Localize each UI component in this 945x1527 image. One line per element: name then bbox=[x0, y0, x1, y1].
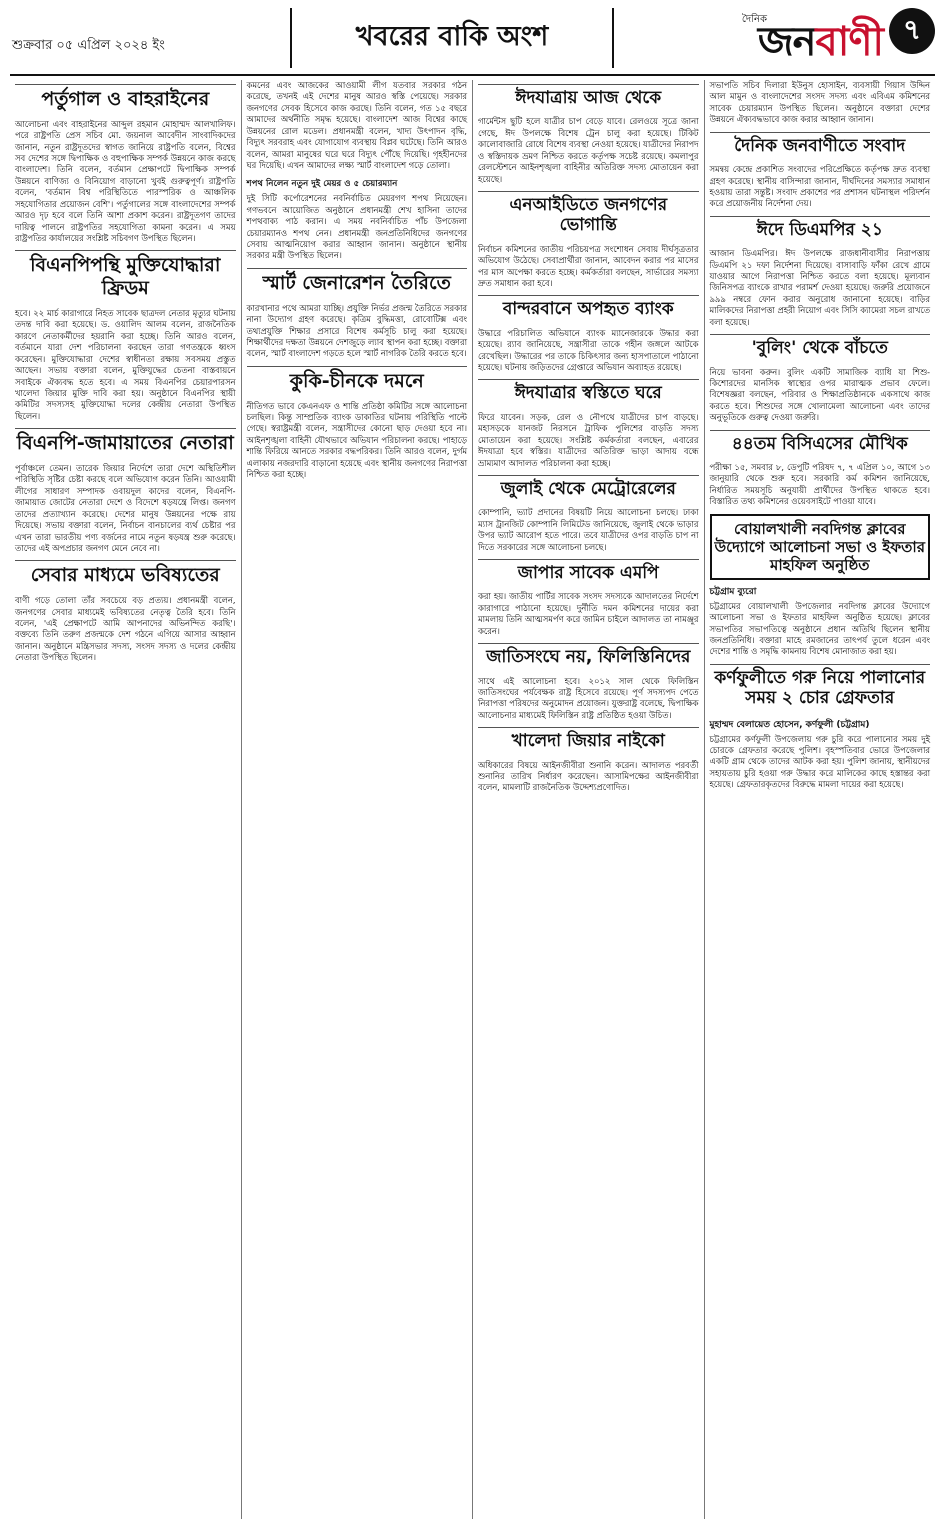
logo-part-two: বাণী bbox=[815, 19, 883, 65]
story-body: আজান ডিএমপির। ঈদ উপলক্ষে রাজধানীবাসীর নিরাপত্তায় ডিএমপি ২১ দফা নির্দেশনা দিয়েছে। বাসাবাড়ি ফাঁকা রেখে গ্রামে যাওয়ার আগে নিরাপত্তা নিশ্চিত করতে বলা হয়েছে। মূল্যবান জিনিসপত্র ব্যাংকে রাখার পরামর্শ দেওয়া হয়েছে। জরুরি প্রয়োজনে ৯৯৯ নম্বরে ফোন করার অনুরোধ জানানো হয়েছে। বাড়ির মালিকদের নিরাপত্তা প্রহরী নিয়োগ এবং সিসি ক্যামেরা সচল রাখতে বলা হয়েছে। bbox=[709, 248, 930, 327]
story-headline: ঈদযাত্রায় আজ থেকে bbox=[478, 84, 699, 112]
story bbox=[478, 295, 699, 373]
story bbox=[478, 84, 699, 185]
story-body: আলোচনা এবং বাহরাইনের আব্দুল রহমান মোহাম্মদ আলখালিফ। পরে রাষ্ট্রপতি প্রেস সচিব মো. জয়নাল আবেদীন সাংবাদিকদের জানান, নতুন রাষ্ট্রদূতদের স্বাগত জানিয়ে রাষ্ট্রপতি বলেন, বিশ্বের সব দেশের সঙ্গে দ্বিপাক্ষিক ও বহুপাক্ষিক সম্পর্ক উন্নয়নে কাজ করছে বাংলাদেশ। তিনি বলেন, বর্তমান প্রেক্ষাপটে দ্বিপাক্ষিক সম্পর্ক উন্নয়নে বাণিজ্য ও বিনিয়োগ বাড়ানো খুবই গুরুত্বপূর্ণ। রাষ্ট্রপতি বলেন, 'বর্তমান বিশ্ব পরিস্থিতিতে পারস্পরিক ও আঞ্চলিক সহযোগিতার প্রয়োজন বেশি'। পর্তুগালের সঙ্গে বাংলাদেশের সম্পর্ক আরও দৃঢ় হবে বলে তিনি আশা প্রকাশ করেন। রাষ্ট্রদূতগণ তাদের দায়িত্ব পালনে রাষ্ট্রপতির সহযোগিতা কামনা করেন। এ সময় রাষ্ট্রপতির কার্যালয়ের সংশ্লিষ্ট সচিবগণ উপস্থিত ছিলেন। bbox=[15, 118, 236, 244]
story bbox=[710, 80, 931, 126]
story bbox=[247, 366, 468, 481]
edition-date: শুক্রবার ০৫ এপ্রিল ২০২৪ ইং bbox=[12, 38, 165, 53]
story-headline: বোয়ালখালী নবদিগন্ত ক্লাবের উদ্যোগে আলোচনা সভা ও ইফতার মাহফিল অনুষ্ঠিত bbox=[710, 514, 931, 580]
story bbox=[15, 84, 236, 244]
story bbox=[710, 132, 931, 210]
story-body: সাথে এই আলোচনা হবে। ২০১২ সাল থেকে ফিলিস্তিন জাতিসংঘের পর্যবেক্ষক রাষ্ট্র হিসেবে রয়েছে। পূর্ণ সদস্যপদ পেতে নিরাপত্তা পরিষদের অনুমোদন প্রয়োজন। যুক্তরাষ্ট্র বলেছে, দ্বিপাক্ষিক আলোচনার মাধ্যমেই ফিলিস্তিন রাষ্ট্র প্রতিষ্ঠিত হওয়া উচিত। bbox=[478, 675, 699, 720]
story-headline: জাতিসংঘে নয়, ফিলিস্তিনিদের bbox=[478, 643, 699, 671]
story-headline: ঈদযাত্রার স্বস্তিতে ঘরে bbox=[478, 379, 699, 407]
story-body: নিয়ে ভাবনা করুন। বুলিং একটি সামাজিক ব্যাধি যা শিশু-কিশোরদের মানসিক স্বাস্থ্যের ওপর মারাত্মক প্রভাব ফেলে। বিশেষজ্ঞরা বলছেন, পরিবার ও শিক্ষাপ্রতিষ্ঠানকে একসাথে কাজ করতে হবে। শিশুদের সঙ্গে খোলামেলা আলোচনা এবং তাদের অনুভূতিকে গুরুত্ব দেওয়া জরুরি। bbox=[709, 366, 930, 423]
story-headline: এনআইডিতে জনগণের ভোগান্তি bbox=[478, 191, 699, 240]
story-headline: পর্তুগাল ও বাহরাইনের bbox=[15, 84, 236, 115]
story-headline: খালেদা জিয়ার নাইকো bbox=[478, 727, 699, 755]
story-body: দুই সিটি কর্পোরেশনের নবনির্বাচিত মেয়রগণ শপথ নিয়েছেন। গণভবনে আয়োজিত অনুষ্ঠানে প্রধানমন্ত্রী শেখ হাসিনা তাদের শপথবাক্য পাঠ করান। এ সময় নবনির্বাচিত পাঁচ উপজেলা চেয়ারম্যানও শপথ নেন। প্রধানমন্ত্রী জনপ্রতিনিধিদের জনগণের সেবায় আত্মনিয়োগ করার আহ্বান জানান। অনুষ্ঠানে স্থানীয় সরকার মন্ত্রী উপস্থিত ছিলেন। bbox=[246, 193, 467, 261]
story bbox=[710, 514, 931, 658]
story-byline: চট্টগ্রাম ব্যুরো bbox=[709, 586, 757, 597]
story-body: অধিকারের বিষয়ে আইনজীবীরা শুনানি করেন। আদালত পরবর্তী শুনানির তারিখ নির্ধারণ করেছেন। আসামিপক্ষের আইনজীবীরা বলেন, মামলাটি রাজনৈতিক উদ্দেশ্যপ্রণোদিত। bbox=[478, 759, 699, 793]
columns bbox=[10, 80, 935, 1519]
story bbox=[15, 428, 236, 554]
masthead bbox=[10, 0, 935, 76]
story bbox=[478, 643, 699, 721]
story-body: গার্মেন্টস ছুটি হলে যাত্রীর চাপ বেড়ে যাবে। রেলওয়ে সূত্রে জানা গেছে, ঈদ উপলক্ষে বিশেষ ট্রেন চালু করা হয়েছে। টিকিট কালোবাজারি রোধে বিশেষ ব্যবস্থা নেওয়া হয়েছে। যাত্রীদের নিরাপদ ও স্বস্তিদায়ক ভ্রমণ নিশ্চিত করতে কর্তৃপক্ষ সচেষ্ট রয়েছে। কমলাপুর রেলস্টেশনে আইনশৃঙ্খলা বাহিনীর অতিরিক্ত সদস্য মোতায়েন করা হয়েছে। bbox=[478, 116, 699, 184]
story-headline: বিএনপিপন্থি মুক্তিযোদ্ধারা ফ্রিডম bbox=[15, 250, 236, 304]
story bbox=[247, 268, 468, 360]
story-headline: ঈদে ডিএমপির ২১ bbox=[710, 216, 931, 244]
story-body: নির্বাচন কমিশনের জাতীয় পরিচয়পত্র সংশোধন সেবায় দীর্ঘসূত্রতার অভিযোগ উঠেছে। সেবাপ্রার্থীরা জানান, আবেদন করার পর মাসের পর মাস অপেক্ষা করতে হচ্ছে। কর্মকর্তারা বলছেন, সার্ভারের সমস্যা দ্রুত সমাধান করা হবে। bbox=[478, 243, 699, 288]
story-body: চট্টগ্রামের বোয়ালখালী উপজেলার নবদিগন্ত ক্লাবের উদ্যোগে আলোচনা সভা ও ইফতার মাহফিল অনুষ্ঠিত হয়েছে। ক্লাবের সভাপতির সভাপতিত্বে অনুষ্ঠানে প্রধান অতিথি ছিলেন স্থানীয় জনপ্রতিনিধি। বক্তারা মাহে রমজানের তাৎপর্য তুলে ধরেন এবং দেশের শান্তি ও সমৃদ্ধি কামনায় বিশেষ মোনাজাত করা হয়। bbox=[709, 600, 930, 657]
column-3 bbox=[473, 80, 705, 1519]
story-body: চট্টগ্রামের কর্ণফুলী উপজেলায় গরু চুরি করে পালানোর সময় দুই চোরকে গ্রেফতার করেছে পুলিশ। বৃহস্পতিবার ভোরে উপজেলার একটি গ্রাম থেকে তাদের আটক করা হয়। পুলিশ জানায়, স্থানীয়দের সহায়তায় চুরি হওয়া গরু উদ্ধার করে মালিকের কাছে হস্তান্তর করা হয়েছে। গ্রেফতারকৃতদের বিরুদ্ধে মামলা দায়ের করা হয়েছে। bbox=[709, 733, 930, 790]
story bbox=[478, 191, 699, 289]
story bbox=[710, 334, 931, 424]
story-body: পূর্বাঞ্চলে তেমন। তারেক জিয়ার নির্দেশে তারা দেশে অস্থিতিশীল পরিস্থিতি সৃষ্টির চেষ্টা করছে বলে অভিযোগ করেন তিনি। আওয়ামী লীগের সাধারণ সম্পাদক ওবায়দুল কাদের বলেন, বিএনপি-জামায়াত জোটের নেতারা দেশে ও বিদেশে ষড়যন্ত্রে লিপ্ত। জনগণ তাদের প্রত্যাখ্যান করেছে। দেশের মানুষ উন্নয়নের পক্ষে রায় দিয়েছে। সভায় বক্তারা বলেন, নির্বাচন বানচালের ব্যর্থ চেষ্টার পর এখন তারা ভারতীয় পণ্য বর্জনের নামে নতুন ষড়যন্ত্র শুরু করেছে। তাদের এই অপপ্রচার জনগণ মেনে নেবে না। bbox=[15, 463, 236, 553]
story-body: বাণী গড়ে তোলা তাঁর সবচেয়ে বড় প্রত্যয়। প্রধানমন্ত্রী বলেন, জনগণের সেবার মাধ্যমেই ভবিষ্যতের নেতৃত্ব তৈরি হবে। তিনি বলেন, 'এই প্রেক্ষাপটে আমি আপনাদের অভিনন্দিত করছি'। বক্তব্যে তিনি তরুণ প্রজন্মকে দেশ গঠনে এগিয়ে আসার আহ্বান জানান। অনুষ্ঠানে মন্ত্রিসভার সদস্য, সংসদ সদস্য ও দলের কেন্দ্রীয় নেতারা উপস্থিত ছিলেন। bbox=[15, 595, 236, 663]
story bbox=[478, 727, 699, 794]
column-4 bbox=[705, 80, 936, 1519]
story-body: পরীক্ষা ১৫, সমবার ৮, ডেপুটি পরিষদ ৭, ৭ এপ্রিল ১০, আগে ১৩ জানুয়ারি থেকে শুরু হবে। সরকারি কর্ম কমিশন জানিয়েছে, নির্ধারিত সময়সূচি অনুযায়ী প্রার্থীদের উপস্থিত থাকতে হবে। বিস্তারিত তথ্য কমিশনের ওয়েবসাইটে পাওয়া যাবে। bbox=[709, 462, 930, 507]
story bbox=[478, 379, 699, 469]
story-body: কমনের এবং আজকের আওয়ামী লীগ যতবার সরকার গঠন করেছে, তখনই এই দেশের মানুষ আরও স্বস্তি পেয়েছে। সরকার জনগণের সেবক হিসেবে কাজ করছে। তিনি বলেন, গত ১৫ বছরে আমাদের অর্থনীতি সমৃদ্ধ হয়েছে। বাংলাদেশ আজ বিশ্বের কাছে উন্নয়নের রোল মডেল। প্রধানমন্ত্রী বলেন, খাদ্য উৎপাদন বৃদ্ধি, বিদ্যুৎ সরবরাহ এবং যোগাযোগ ব্যবস্থায় বিপ্লব ঘটেছে। তিনি আরও বলেন, আমরা মানুষের ঘরে ঘরে বিদ্যুৎ পৌঁছে দিয়েছি। গৃহহীনদের ঘর দিয়েছি। এখন আমাদের লক্ষ্য স্মার্ট বাংলাদেশ গড়ে তোলা। bbox=[246, 80, 467, 170]
story bbox=[15, 250, 236, 422]
story bbox=[15, 560, 236, 663]
story-subheadline: শপথ নিলেন নতুন দুই মেয়র ও ৫ চেয়ারম্যান bbox=[246, 179, 398, 190]
logo-prefix: দৈনিক bbox=[741, 14, 767, 25]
story-headline: বান্দরবানে অপহৃত ব্যাংক bbox=[478, 295, 699, 323]
story-headline: স্মার্ট জেনারেশন তৈরিতে bbox=[247, 268, 468, 299]
story-body: করা হয়। জাতীয় পার্টির সাবেক সংসদ সদস্যকে আদালতের নির্দেশে কারাগারে পাঠানো হয়েছে। দুর্নীতি দমন কমিশনের দায়ের করা মামলায় তিনি আত্মসমর্পণ করে জামিন চাইলে আদালত তা নামঞ্জুর করেন। bbox=[478, 591, 699, 636]
story bbox=[247, 80, 468, 171]
logo-wordmark bbox=[758, 10, 883, 77]
page-number-badge: ৭ bbox=[889, 8, 935, 54]
story-headline: ৪৪তম বিসিএসের মৌখিক bbox=[710, 430, 931, 458]
story-body: ফিরে যাবেন। সড়ক, রেল ও নৌপথে যাত্রীদের চাপ বাড়ছে। মহাসড়কে যানজট নিরসনে ট্রাফিক পুলিশের বাড়তি সদস্য মোতায়েন করা হয়েছে। সংশ্লিষ্ট কর্মকর্তারা বলছেন, এবারের ঈদযাত্রা হবে স্বস্তির। যাত্রীদের অতিরিক্ত ভাড়া আদায় বন্ধে ভ্রাম্যমাণ আদালত পরিচালনা করা হচ্ছে। bbox=[478, 411, 699, 468]
story-headline: কুকি-চীনকে দমনে bbox=[247, 366, 468, 397]
story-body: সভাপতি সচিব দিলারা ইউনুস হোসাইন, ব্যবসায়ী গিয়াস উদ্দিন আল মামুন ও বাংলাদেশের সংসদ সদস্য এবং এবিএম কমিশনের সাবেক চেয়ারম্যান উপস্থিত ছিলেন। অনুষ্ঠানে বক্তারা দেশের উন্নয়নে ঐক্যবদ্ধভাবে কাজ করার আহ্বান জানান। bbox=[709, 80, 930, 125]
story-headline: 'বুলিং' থেকে বাঁচতে bbox=[710, 334, 931, 362]
story-body: কারখানার পথে আমরা যাচ্ছি। প্রযুক্তি নির্ভর প্রজন্ম তৈরিতে সরকার নানা উদ্যোগ গ্রহণ করেছে। কৃত্রিম বুদ্ধিমত্তা, রোবোটিক্স এবং তথ্যপ্রযুক্তি শিক্ষার প্রসারে বিশেষ কর্মসূচি চালু করা হয়েছে। শিক্ষার্থীদের দক্ষতা উন্নয়নে দেশজুড়ে ল্যাব স্থাপন করা হচ্ছে। বক্তারা বলেন, স্মার্ট বাংলাদেশ গড়তে হলে স্মার্ট নাগরিক তৈরি করতে হবে। bbox=[246, 302, 467, 359]
column-2 bbox=[242, 80, 474, 1519]
story bbox=[710, 430, 931, 508]
story-body: হবে। ২২ মার্চ কারাগারে নিহত সাবেক ছাত্রদল নেতার মৃত্যুর ঘটনায় তদন্ত দাবি করা হয়েছে। ড. ওয়ালিদ আলম বলেন, রাজনৈতিক কারণে নেতাকর্মীদের হয়রানি করা হচ্ছে। তিনি আরও বলেন, বর্তমানে যারা দেশ পরিচালনা করছেন তারা গণতন্ত্রকে ধ্বংস করেছেন। মুক্তিযোদ্ধারা দেশের স্বাধীনতা রক্ষায় সবসময় প্রস্তুত আছেন। সভায় বক্তারা বলেন, মুক্তিযুদ্ধের চেতনা বাস্তবায়নে সবাইকে ঐক্যবদ্ধ হতে হবে। এ সময় বিএনপির চেয়ারপারসন খালেদা জিয়ার মুক্তি দাবি করা হয়। অনুষ্ঠানে বিএনপির স্থায়ী কমিটির সদস্যসহ মুক্তিযোদ্ধা দলের কেন্দ্রীয় নেতারা উপস্থিত ছিলেন। bbox=[15, 308, 236, 421]
story-headline: বিএনপি-জামায়াতের নেতারা bbox=[15, 428, 236, 459]
story-body: নীতিগত ভাবে কেএনএফ ও শান্তি প্রতিষ্ঠা কমিটির সঙ্গে আলোচনা চলছিল। কিন্তু সাম্প্রতিক ব্যাংক ডাকাতির ঘটনায় পরিস্থিতি পাল্টে গেছে। স্বরাষ্ট্রমন্ত্রী বলেন, সন্ত্রাসীদের কোনো ছাড় দেওয়া হবে না। আইনশৃঙ্খলা বাহিনী যৌথভাবে অভিযান পরিচালনা করছে। পাহাড়ে শান্তি ফিরিয়ে আনতে সরকার বদ্ধপরিকর। তিনি আরও বলেন, দুর্গম এলাকায় নজরদারি বাড়ানো হয়েছে এবং স্থানীয় জনগণের নিরাপত্তা নিশ্চিত করা হচ্ছে। bbox=[246, 400, 467, 480]
story-headline: জুলাই থেকে মেট্রোরেলের bbox=[478, 475, 699, 503]
story bbox=[478, 475, 699, 553]
story-body: উদ্ধারে পরিচালিত অভিযানে ব্যাংক ম্যানেজারকে উদ্ধার করা হয়েছে। র‍্যাব জানিয়েছে, সন্ত্রাসীরা তাকে গহীন জঙ্গলে আটকে রেখেছিল। উদ্ধারের পর তাকে চিকিৎসার জন্য হাসপাতালে পাঠানো হয়েছে। ঘটনায় জড়িতদের গ্রেপ্তারে অভিযান অব্যাহত রয়েছে। bbox=[478, 327, 699, 373]
newspaper-logo bbox=[741, 10, 883, 77]
story-body: কোম্পানি, ভ্যাট প্রদানের বিষয়টি নিয়ে আলোচনা চলছে। ঢাকা ম্যাস ট্রানজিট কোম্পানি লিমিটেড জানিয়েছে, জুলাই থেকে ভাড়ার উপর ভ্যাট আরোপ হতে পারে। তবে যাত্রীদের ওপর বাড়তি চাপ না দিতে সরকারের সঙ্গে আলোচনা চলছে। bbox=[478, 507, 699, 552]
column-1 bbox=[10, 80, 242, 1519]
story bbox=[710, 664, 931, 791]
story-headline: দৈনিক জনবাণীতে সংবাদ bbox=[710, 132, 931, 160]
story-byline: মুহাম্মদ বেলায়েত হোসেন, কর্ণফুলী (চট্টগ্রাম) bbox=[709, 719, 870, 730]
logo-part-one: জন bbox=[757, 19, 816, 65]
story-body: সমন্বয় কেন্দ্রে প্রকাশিত সংবাদের পরিপ্রেক্ষিতে কর্তৃপক্ষ দ্রুত ব্যবস্থা গ্রহণ করেছে। স্থানীয় বাসিন্দারা জানান, দীর্ঘদিনের সমস্যার সমাধান হওয়ায় তারা সন্তুষ্ট। সংবাদ প্রকাশের পর প্রশাসন ঘটনাস্থল পরিদর্শন করে প্রয়োজনীয় নির্দেশনা দেয়। bbox=[709, 164, 930, 209]
story bbox=[247, 177, 468, 262]
section-title: খবরের বাকি অংশ bbox=[290, 8, 614, 68]
story-headline: সেবার মাধ্যমে ভবিষ্যতের bbox=[15, 560, 236, 591]
story-headline: কর্ণফুলীতে গরু নিয়ে পালানোর সময় ২ চোর গ্রেফতার bbox=[710, 664, 931, 713]
story bbox=[710, 216, 931, 328]
story bbox=[478, 559, 699, 637]
story-headline: জাপার সাবেক এমপি bbox=[478, 559, 699, 587]
